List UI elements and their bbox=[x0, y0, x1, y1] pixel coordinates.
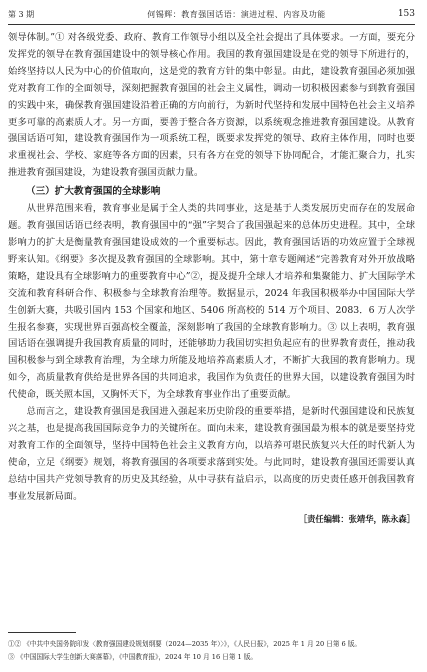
body-paragraph: 总而言之，建设教育强国是我国进入强起来历史阶段的重要举措，是新时代强国建设和民族复兴之基，也是提高我国国际竞争力的关键所在。面向未来，建设教育强国最为根本的就是要坚持党对教育工作的全面领导，坚持中国特色社会主义教育方向，以培养可堪民族复兴大任的时代新人为使命，立足《纲要》规划，将教育强国的各项要求落到实处。与此同时，建设教育强国还需要认真总结中国共产党领导教育的历史及其经验，从中寻获有益启示，以高度的历史责任感开创我国教育事业发展新局面。 bbox=[8, 406, 415, 502]
page-number: 153 bbox=[397, 9, 415, 19]
body-paragraph: 从世界范围来看，教育事业是属于全人类的共同事业，这是基于人类发展历史而存在的发展命题。教育强国话语已经表明，教育强国中的“强”字契合了我国强起来的总体历史进程。其中，全球影响力的扩大是衡量教育强国建设成效的一个重要标志。因此，教育强国话语的功效应置于全球视野来认知。《纲要》多次提及教育强国的全球影响。其中，第十章专题阐述“完善教育对外开放战略策略，建设具有全球影响力的重要教育中心”②，提及提升全球人才培养和集聚能力、扩大国际学术交流和教育科研合作、积极参与全球教育治理等。数据显示，2024 年我国积极举办中国国际大学生创新大赛，共吸引国内 153 个国家和地区、5406 所高校的 514 万个项目、2083．6 万人次学生报名参赛，实现世界百强高校全覆盖，深刻影响了我国的全球教育影响力。③ 以上表明，教育强国话语在强调提升我国教育质量的同时，还能够助力我国切实担负起应有的世界教育责任，推动我国积极参与到全球教育治理，为全球力所能及地培养高素质人才，不断扩大我国的教育影响力。现如今，高质量教育供给是世界各国的共同追求，我国作为负责任的世界大国，以建设教育强国为时代使命，既关照本国，又胸怀天下，为全球教育事业作出了重要贡献。 bbox=[8, 203, 415, 401]
body-paragraph: 领导体制。”① 对各级党委、政府、教育工作领导小组以及全社会提出了具体要求。一方面，要充分发挥党的领导在教育强国建设中的领导核心作用。我国的教育强国建设是在党的领导下所进行的，始终坚持以人民为中心的价值取向，这是党的教育方针的集中彰显。由此，建设教育强国必须加强党对教育工作的全面领导，深刻把握教育强国的社会主义属性，调动一切积极因素参与到教育强国的实践中来，确保教育强国建设沿着正确的方向前行，为新时代坚持和发展中国特色社会主义培养更多可靠的高素质人才。另一方面，要善于整合各方资源，以系统观念推进教育强国建设。从教育强国话语可知，建设教育强国作为一项系统工程，既要求发挥党的领导、政府主体作用，同时也要求重视社会、学校、家庭等各方面的因素，只有各方在党的领导下协同配合，才能汇聚合力，扎实推进教育强国建设，为建设教育强国贡献力量。 bbox=[8, 32, 415, 179]
article-body bbox=[8, 30, 415, 525]
footnote: ①② 《中共中央国务院印发〈教育强国建设规划纲要（2024—2035 年）〉》，《人民日报》，2025 年 1 月 20 日第 6 版。 bbox=[8, 640, 362, 648]
editor-note: ［责任编辑：张靖华，陈永森］ bbox=[298, 514, 415, 525]
section-heading: （三）扩大教育强国的全球影响 bbox=[26, 186, 161, 198]
header-rule bbox=[8, 24, 415, 25]
issue-number: 第 3 期 bbox=[8, 9, 35, 19]
footnote: ③ 《中国国际大学生创新大赛落幕》，《中国教育报》，2024 年 10 月 16 日第 1 版。 bbox=[8, 653, 258, 661]
running-title: 何锡辉：教育强国话语：演进过程、内容及功能 bbox=[147, 9, 326, 19]
footnotes bbox=[8, 638, 415, 664]
footnote-rule bbox=[8, 632, 76, 633]
running-header bbox=[8, 6, 415, 22]
